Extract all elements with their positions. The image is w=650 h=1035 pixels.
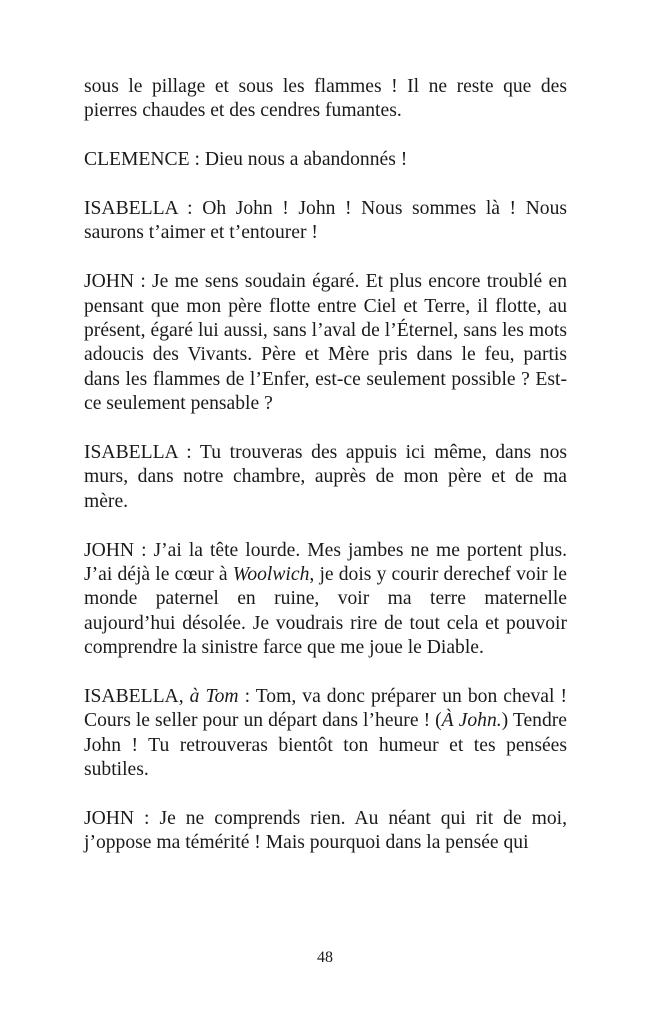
paragraph — [84, 685, 567, 783]
paragraph — [84, 270, 567, 416]
text-run: ) Tendre John ! Tu retrouveras bientôt ton humeur et tes pensées subtiles. — [84, 710, 567, 781]
text-run: : Tom, va donc préparer un bon cheval ! Cours le seller pour un départ dans l’heure ! ( — [84, 686, 567, 732]
italic-text: À John. — [441, 710, 502, 732]
paragraph — [84, 539, 567, 661]
text-run: JOHN : Je me sens soudain égaré. Et plus encore troublé en pensant que mon père flotte entre Ciel et Terre, il flotte, au présent, égaré lui aussi, sans l’aval de l’Éternel, sans les mots adoucis des Vivants. Père et Mère pris dans le feu, partis dans les flammes de l’Enfer, est-ce seulement possible ? Est-ce seulement pensable ? — [84, 271, 567, 415]
italic-text: à Tom — [189, 686, 239, 708]
paragraph — [84, 148, 567, 172]
paragraph — [84, 807, 567, 856]
text-run: CLEMENCE : Dieu nous a abandonnés ! — [84, 149, 408, 171]
text-run: , je dois y courir derechef voir le monde paternel en ruine, voir ma terre maternelle aujourd’hui désolée. Je voudrais rire de tout cela et pouvoir comprendre la sinistre farce que me joue le Diable. — [84, 564, 567, 659]
page-number: 48 — [317, 949, 333, 966]
text-run: ISABELLA, — [84, 686, 190, 708]
text-run: sous le pillage et sous les flammes ! Il ne reste que des pierres chaudes et des cendres fumantes. — [84, 76, 567, 122]
paragraph — [84, 197, 567, 246]
paragraph — [84, 75, 567, 124]
text-run: JOHN : Je ne comprends rien. Au néant qui rit de moi, j’oppose ma témérité ! Mais pourquoi dans la pensée qui — [84, 808, 567, 854]
italic-text: Woolwich — [232, 564, 310, 586]
text-run: JOHN : J’ai la tête lourde. Mes jambes ne me portent plus. J’ai déjà le cœur à — [84, 539, 567, 586]
text-run: ISABELLA : Tu trouveras des appuis ici même, dans nos murs, dans notre chambre, auprès de mon père et de ma mère. — [84, 442, 567, 512]
text-run: ISABELLA : Oh John ! John ! Nous sommes là ! Nous saurons t’aimer et t’entourer ! — [84, 198, 567, 244]
paragraph — [84, 441, 567, 514]
page-text — [84, 75, 567, 856]
